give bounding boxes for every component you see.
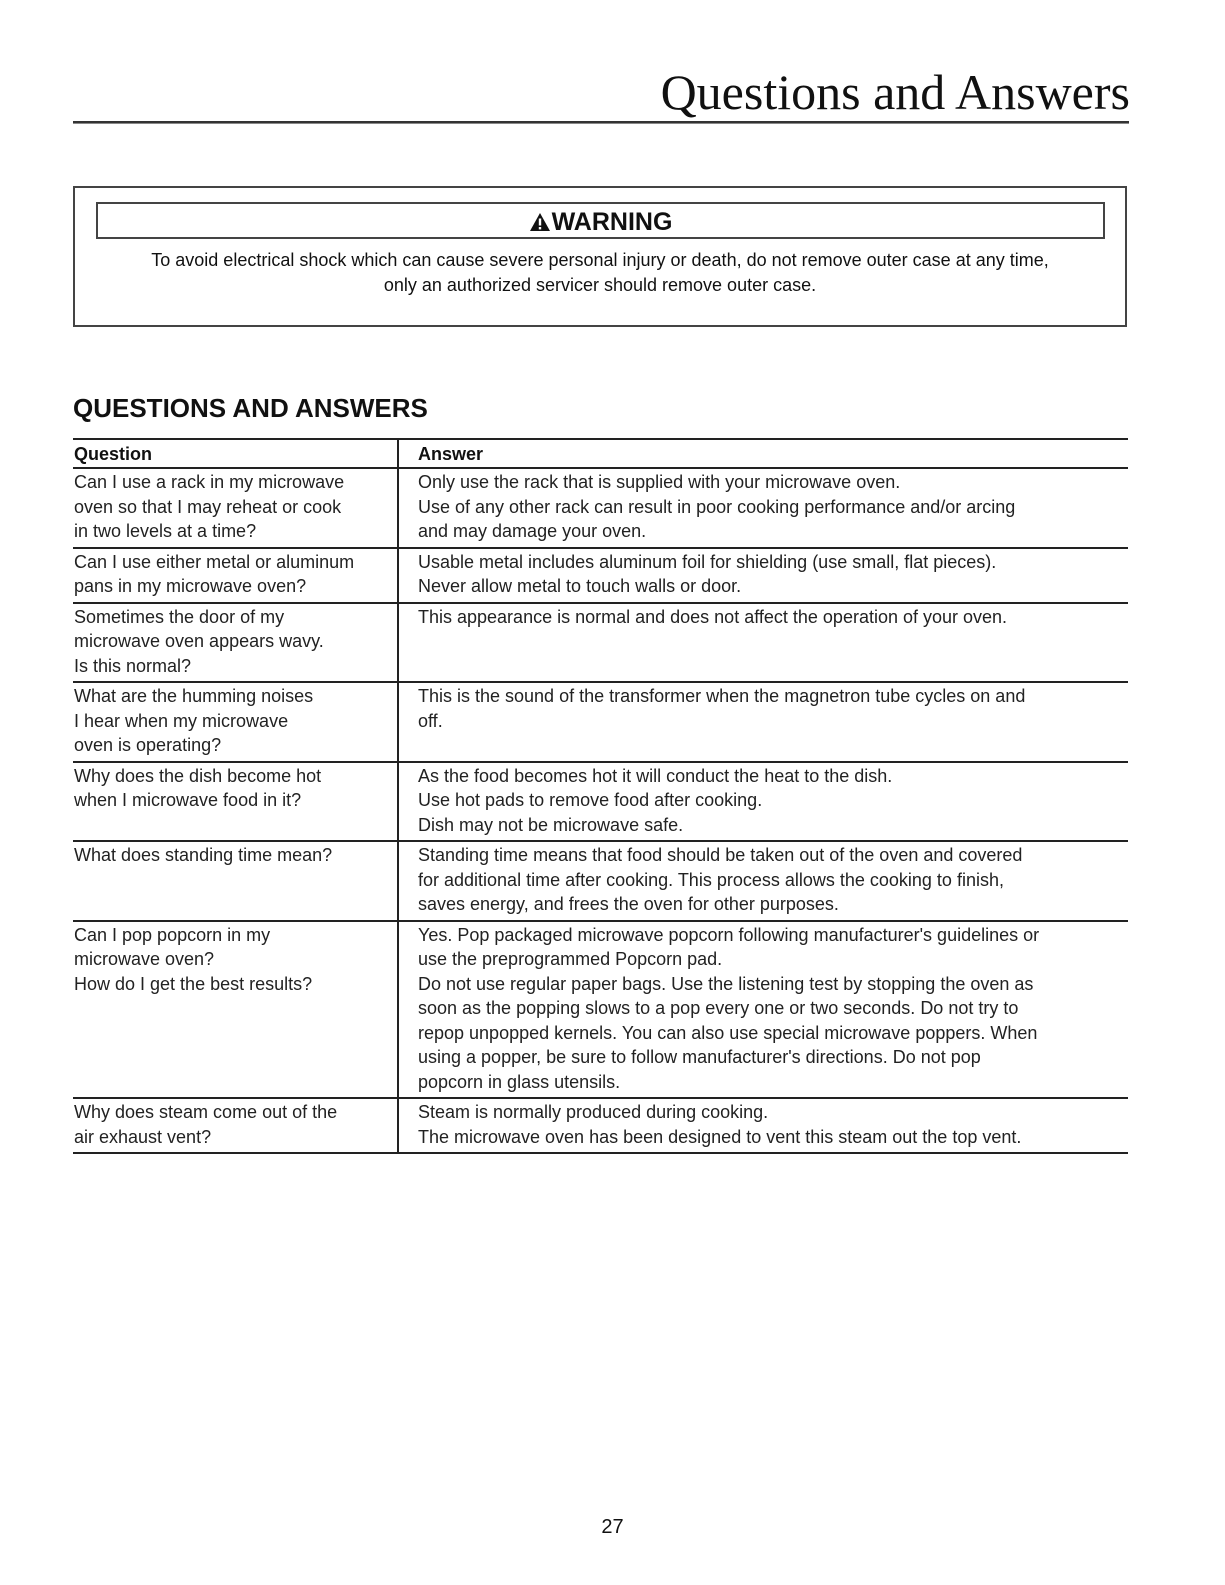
- answer-cell: [398, 682, 1128, 762]
- answer-line: The microwave oven has been designed to vent this steam out the top vent.: [418, 1126, 1022, 1147]
- question-column-header: Question: [73, 439, 398, 468]
- question-cell: [73, 548, 398, 603]
- question-line: oven is operating?: [74, 735, 222, 755]
- table-row: [73, 603, 1128, 683]
- question-line: Is this normal?: [74, 655, 192, 676]
- table-row: [73, 548, 1128, 603]
- warning-header: [96, 202, 1105, 239]
- page-number: 27: [601, 1516, 624, 1538]
- warning-box: [73, 186, 1127, 327]
- question-line: air exhaust vent?: [74, 1126, 212, 1147]
- warning-text: [87, 248, 1113, 298]
- question-line: Can I use either metal or aluminum: [74, 551, 355, 572]
- answer-column-header: Answer: [398, 439, 1128, 468]
- question-line: Can I use a rack in my microwave: [74, 472, 345, 492]
- answer-line: Only use the rack that is supplied with your microwave oven.: [418, 472, 901, 492]
- question-line: Why does steam come out of the: [74, 1102, 338, 1122]
- answer-line: This is the sound of the transformer when the magnetron tube cycles on and: [418, 686, 1026, 706]
- answer-line: Never allow metal to touch walls or door.: [418, 576, 742, 596]
- title-rule: [73, 121, 1129, 124]
- question-line: How do I get the best results?: [74, 973, 313, 994]
- answer-line: Yes. Pop packaged microwave popcorn following manufacturer's guidelines or: [418, 924, 1040, 945]
- answer-line: for additional time after cooking. This process allows the cooking to finish,: [418, 869, 1004, 890]
- answer-line: using a popper, be sure to follow manufacturer's directions. Do not pop: [418, 1047, 981, 1067]
- answer-line: As the food becomes hot it will conduct the heat to the dish.: [418, 765, 893, 786]
- warning-label: WARNING: [551, 208, 673, 236]
- warning-text-line: To avoid electrical shock which can cause severe personal injury or death, do not remove outer case at any time,: [151, 250, 1049, 270]
- question-line: What are the humming noises: [74, 686, 314, 706]
- answer-line: saves energy, and frees the oven for other purposes.: [418, 894, 839, 914]
- answer-cell: [398, 1098, 1128, 1153]
- question-line: pans in my microwave oven?: [74, 576, 307, 596]
- question-cell: [73, 468, 398, 548]
- answer-cell: [398, 548, 1128, 603]
- warning-text-line: only an authorized servicer should remove outer case.: [383, 275, 817, 295]
- answer-line: Use hot pads to remove food after cooking.: [418, 790, 763, 810]
- answer-line: repop unpopped kernels. You can also use special microwave poppers. When: [418, 1022, 1038, 1043]
- question-line: Sometimes the door of my: [74, 606, 285, 627]
- answer-cell: [398, 921, 1128, 1099]
- question-cell: [73, 682, 398, 762]
- question-cell: [73, 841, 398, 921]
- answer-line: This appearance is normal and does not affect the operation of your oven.: [418, 606, 1008, 627]
- question-cell: [73, 1098, 398, 1153]
- answer-line: popcorn in glass utensils.: [418, 1071, 621, 1092]
- question-cell: [73, 603, 398, 683]
- page-title: Questions and Answers: [660, 64, 1130, 120]
- answer-cell: [398, 468, 1128, 548]
- table-header-row: [73, 439, 1128, 468]
- table-row: [73, 762, 1128, 842]
- question-line: oven so that I may reheat or cook: [74, 496, 342, 517]
- question-cell: [73, 921, 398, 1099]
- question-line: Can I pop popcorn in my: [74, 924, 271, 945]
- answer-cell: [398, 762, 1128, 842]
- table-row: [73, 1098, 1128, 1153]
- answer-line: soon as the popping slows to a pop every one or two seconds. Do not try to: [418, 998, 1019, 1018]
- answer-line: and may damage your oven.: [418, 521, 647, 541]
- answer-line: Do not use regular paper bags. Use the listening test by stopping the oven as: [418, 973, 1034, 994]
- answer-cell: [398, 603, 1128, 683]
- question-line: I hear when my microwave: [74, 710, 289, 731]
- table-row: [73, 468, 1128, 548]
- question-line: What does standing time mean?: [74, 845, 333, 865]
- answer-cell: [398, 841, 1128, 921]
- warning-triangle-icon: [529, 212, 551, 232]
- question-line: microwave oven appears wavy.: [74, 631, 324, 651]
- answer-line: Use of any other rack can result in poor cooking performance and/or arcing: [418, 496, 1016, 517]
- answer-line: Usable metal includes aluminum foil for shielding (use small, flat pieces).: [418, 551, 997, 572]
- table-row: [73, 682, 1128, 762]
- warning-label-group: [529, 208, 673, 236]
- answer-line: Dish may not be microwave safe.: [418, 814, 684, 835]
- table-row: [73, 841, 1128, 921]
- answer-line: use the preprogrammed Popcorn pad.: [418, 949, 723, 969]
- qa-table: [73, 438, 1128, 1154]
- question-line: microwave oven?: [74, 949, 215, 969]
- table-row: [73, 921, 1128, 1099]
- question-line: in two levels at a time?: [74, 521, 257, 541]
- answer-line: Standing time means that food should be taken out of the oven and covered: [418, 845, 1023, 865]
- question-line: Why does the dish become hot: [74, 765, 322, 786]
- answer-line: off.: [418, 710, 443, 731]
- answer-line: Steam is normally produced during cooking.: [418, 1102, 769, 1122]
- section-heading: QUESTIONS AND ANSWERS: [73, 393, 428, 423]
- question-line: when I microwave food in it?: [74, 790, 302, 810]
- question-cell: [73, 762, 398, 842]
